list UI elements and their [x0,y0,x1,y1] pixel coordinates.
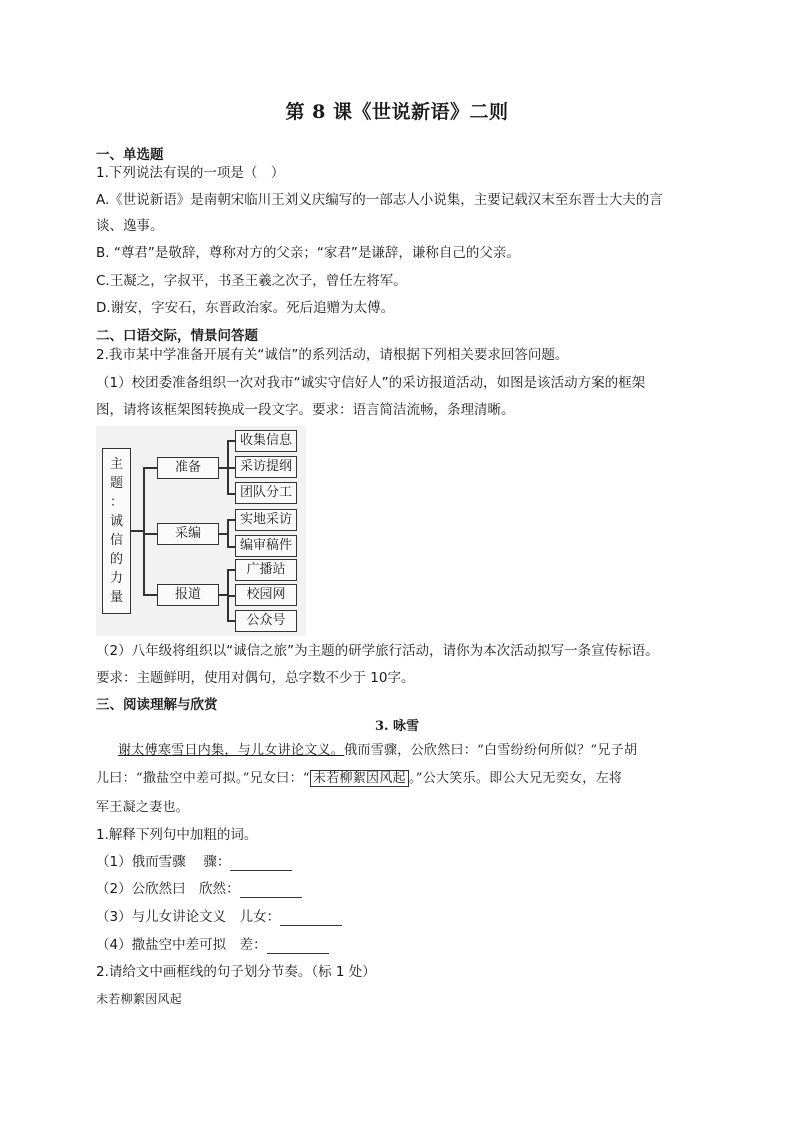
diagram-item-public-account: 公众号 [235,610,297,632]
question-3-stem: 1.解释下列句中加粗的词。 [96,827,258,843]
reading-line-2-pre: 儿曰：“撒盐空中差可拟。”兄女曰：“ [96,771,310,786]
diagram-item-radio-station: 广播站 [235,559,297,581]
section-heading-single-choice: 一、单选题 [96,147,164,163]
question-1-stem: 1.下列说法有误的一项是（ ） [96,165,285,181]
question-3-item-2 [96,880,302,898]
question-2-stem: 2.我市某中学准备开展有关“诚信”的系列活动，请根据下列相关要求回答问题。 [96,347,569,363]
question-1-option-a: A.《世说新语》是南朝宋临川王刘义庆编写的一部志人小说集，主要记载汉末至东晋士大夫的言 [96,192,663,208]
reading-line-1-rest: 俄而雪骤，公欣然曰：“白雪纷纷何所似？”兄子胡 [344,743,638,758]
item-4-text: （4）撒盐空中差可拟 差： [96,937,267,953]
question-2-part-1: （1）校团委准备组织一次对我市“诚实守信好人”的采访报道活动，如图是该活动方案的框架 [96,375,646,391]
boxed-sentence: 未若柳絮因风起 [310,770,409,787]
question-1-option-b: B. “尊君”是敬辞，尊称对方的父亲；“家君”是谦辞，谦称自己的父亲。 [96,245,520,261]
question-1-option-a-cont: 谈、逸事。 [96,218,164,234]
question-3-item-1 [96,853,292,871]
diagram-theme-box: 主 题 ： 诚 信 的 力 量 [102,448,131,614]
diagram-item-campus-web: 校园网 [235,584,297,606]
question-2-part-1-cont: 图，请将该框架图转换成一段文字。要求：语言简洁流畅，条理清晰。 [96,402,515,418]
item-2-text: （2）公欣然曰 欣然： [96,881,240,897]
diagram-item-team-division: 团队分工 [235,482,297,504]
diagram-item-collect-info: 收集信息 [235,430,297,452]
framework-diagram [96,426,306,636]
diagram-node-prep: 准备 [157,457,219,479]
question-2-part-2: （2）八年级将组织以“诚信之旅”为主题的研学旅行活动，请你为本次活动拟写一条宣传标语。 [96,643,659,659]
page-title: 第 8 课《世说新语》二则 [285,101,509,123]
item-1-text: （1）俄而雪骤 骤： [96,854,231,870]
reading-title: 3. 咏雪 [374,719,420,734]
diagram-node-report: 报道 [157,584,219,606]
section-heading-oral: 二、口语交际，情景问答题 [96,328,258,344]
question-3-item-3 [96,908,342,926]
reading-line-2 [96,770,622,788]
question-2-part-2-cont: 要求：主题鲜明，使用对偶句，总字数不少于 10字。 [96,670,415,686]
answer-blank-2[interactable] [240,883,302,898]
diagram-item-field-interview: 实地采访 [235,509,297,531]
diagram-item-edit-review: 编审稿件 [235,535,297,557]
diagram-node-edit: 采编 [157,523,219,545]
underlined-sentence: 谢太傅寒雪日内集，与儿女讲论文义。 [118,743,345,758]
reading-line-1 [118,742,637,760]
reading-line-3: 军王凝之妻也。 [96,800,190,815]
question-3-stem-2: 2.请给文中画框线的句子划分节奏。（标 1 处） [96,964,376,980]
answer-blank-3[interactable] [280,911,342,926]
section-heading-reading: 三、阅读理解与欣赏 [96,697,218,713]
diagram-item-interview-outline: 采访提纲 [235,456,297,478]
reading-line-2-post: 。”公大笑乐。即公大兄无奕女，左将 [408,771,623,786]
answer-blank-4[interactable] [267,939,329,954]
answer-blank-1[interactable] [230,856,292,871]
question-1-option-c: C.王凝之，字叔平，书圣王羲之次子，曾任左将军。 [96,273,407,289]
question-3-item-4 [96,936,329,954]
question-1-option-d: D.谢安，字安石，东晋政治家。死后追赠为太傅。 [96,300,395,316]
item-3-text: （3）与儿女讲论文义 儿女： [96,909,281,925]
rhythm-answer-line: 未若柳絮因风起 [96,992,183,1006]
